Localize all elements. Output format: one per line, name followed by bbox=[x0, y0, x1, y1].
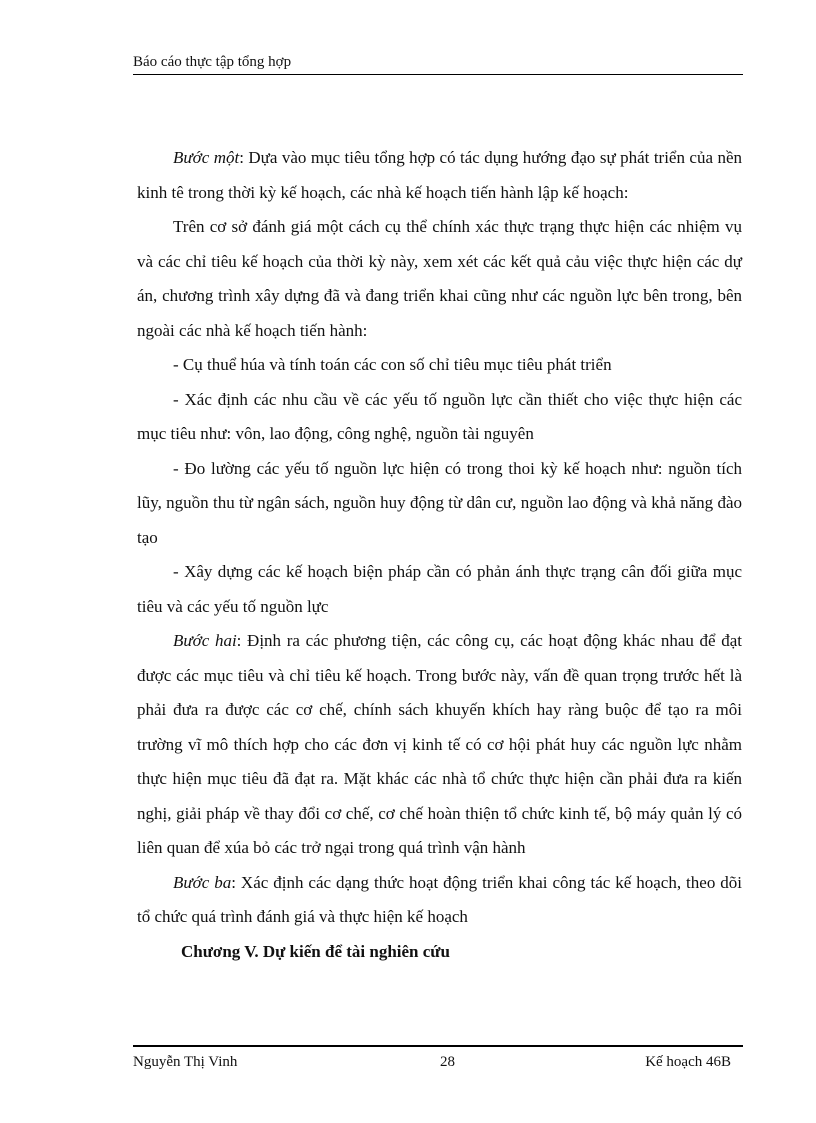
paragraph-basis: Trên cơ sở đánh giá một cách cụ thể chính xác thực trạng thực hiện các nhiệm vụ và các chỉ tiêu kế hoạch của thời kỳ này, xem xét các kết quả cảu việc thực hiện các dự án, chương trình xây dựng đã và đang triển khai cũng như các nguồn lực bên trong, bên ngoài các nhà kế hoạch tiến hành: bbox=[137, 217, 742, 340]
paragraph-step-two bbox=[137, 624, 742, 866]
step-two-text: : Định ra các phương tiện, các công cụ, các hoạt động khác nhau để đạt được các mục tiêu và chỉ tiêu kế hoạch. Trong bước này, vấn đề quan trọng trước hết là phải đưa ra được các cơ chế, chính sách khuyến khích hay ràng buộc để tạo ra môi trường vĩ mô thích hợp cho các đơn vị kinh tế có cơ hội phát huy các nguồn lực nhằm thực hiện mục tiêu đã đạt ra. Mặt khác các nhà tổ chức thực hiện cần phải đưa ra kiến nghị, giải pháp về thay đổi cơ chế, cơ chế hoàn thiện tổ chức kinh tế, bộ máy quản lý có liên quan để xúa bỏ các trở ngại trong quá trình vận hành bbox=[137, 631, 743, 857]
paragraph-step-one bbox=[137, 141, 742, 210]
bullet-item: - Đo lường các yếu tố nguồn lực hiện có trong thoi kỳ kế hoạch như: nguồn tích lũy, nguồn thu từ ngân sách, nguồn huy động từ dân cư, nguồn lao động và khả năng đào tạo bbox=[137, 458, 742, 547]
footer-author: Nguyễn Thị Vinh bbox=[133, 1054, 238, 1070]
step-one-label: Bước một bbox=[173, 148, 240, 167]
bullet-item: - Xây dựng các kế hoạch biện pháp cần có phản ánh thực trạng cân đối giữa mục tiêu và các yếu tố nguồn lực bbox=[137, 562, 742, 616]
bullet-item: - Xác định các nhu cầu về các yếu tố nguồn lực cần thiết cho việc thực hiện các mục tiêu như: vôn, lao động, công nghệ, nguồn tài nguyên bbox=[137, 389, 742, 443]
header-divider bbox=[133, 74, 743, 75]
paragraph-step-three bbox=[137, 866, 742, 935]
step-three-text: : Xác định các dạng thức hoạt động triển khai công tác kế hoạch, theo dõi tổ chức quá trình đánh giá và thực hiện kế hoạch bbox=[137, 872, 742, 926]
step-two-label: Bước hai bbox=[173, 631, 237, 650]
document-body bbox=[137, 141, 742, 969]
footer-divider bbox=[133, 1045, 743, 1047]
chapter-heading: Chương V. Dự kiến để tài nghiên cứu bbox=[181, 941, 450, 961]
page-number: 28 bbox=[440, 1054, 455, 1070]
bullet-item: - Cụ thuể húa và tính toán các con số chỉ tiêu mục tiêu phát triển bbox=[173, 355, 612, 374]
step-one-text: : Dựa vào mục tiêu tổng hợp có tác dụng hướng đạo sự phát triển của nền kinh tê trong thời kỳ kế hoạch, các nhà kế hoạch tiến hành lập kế hoạch: bbox=[137, 148, 742, 202]
step-three-label: Bước ba bbox=[173, 872, 232, 892]
footer-class: Kế hoạch 46B bbox=[645, 1054, 731, 1070]
header-title: Báo cáo thực tập tổng hợp bbox=[133, 54, 292, 70]
